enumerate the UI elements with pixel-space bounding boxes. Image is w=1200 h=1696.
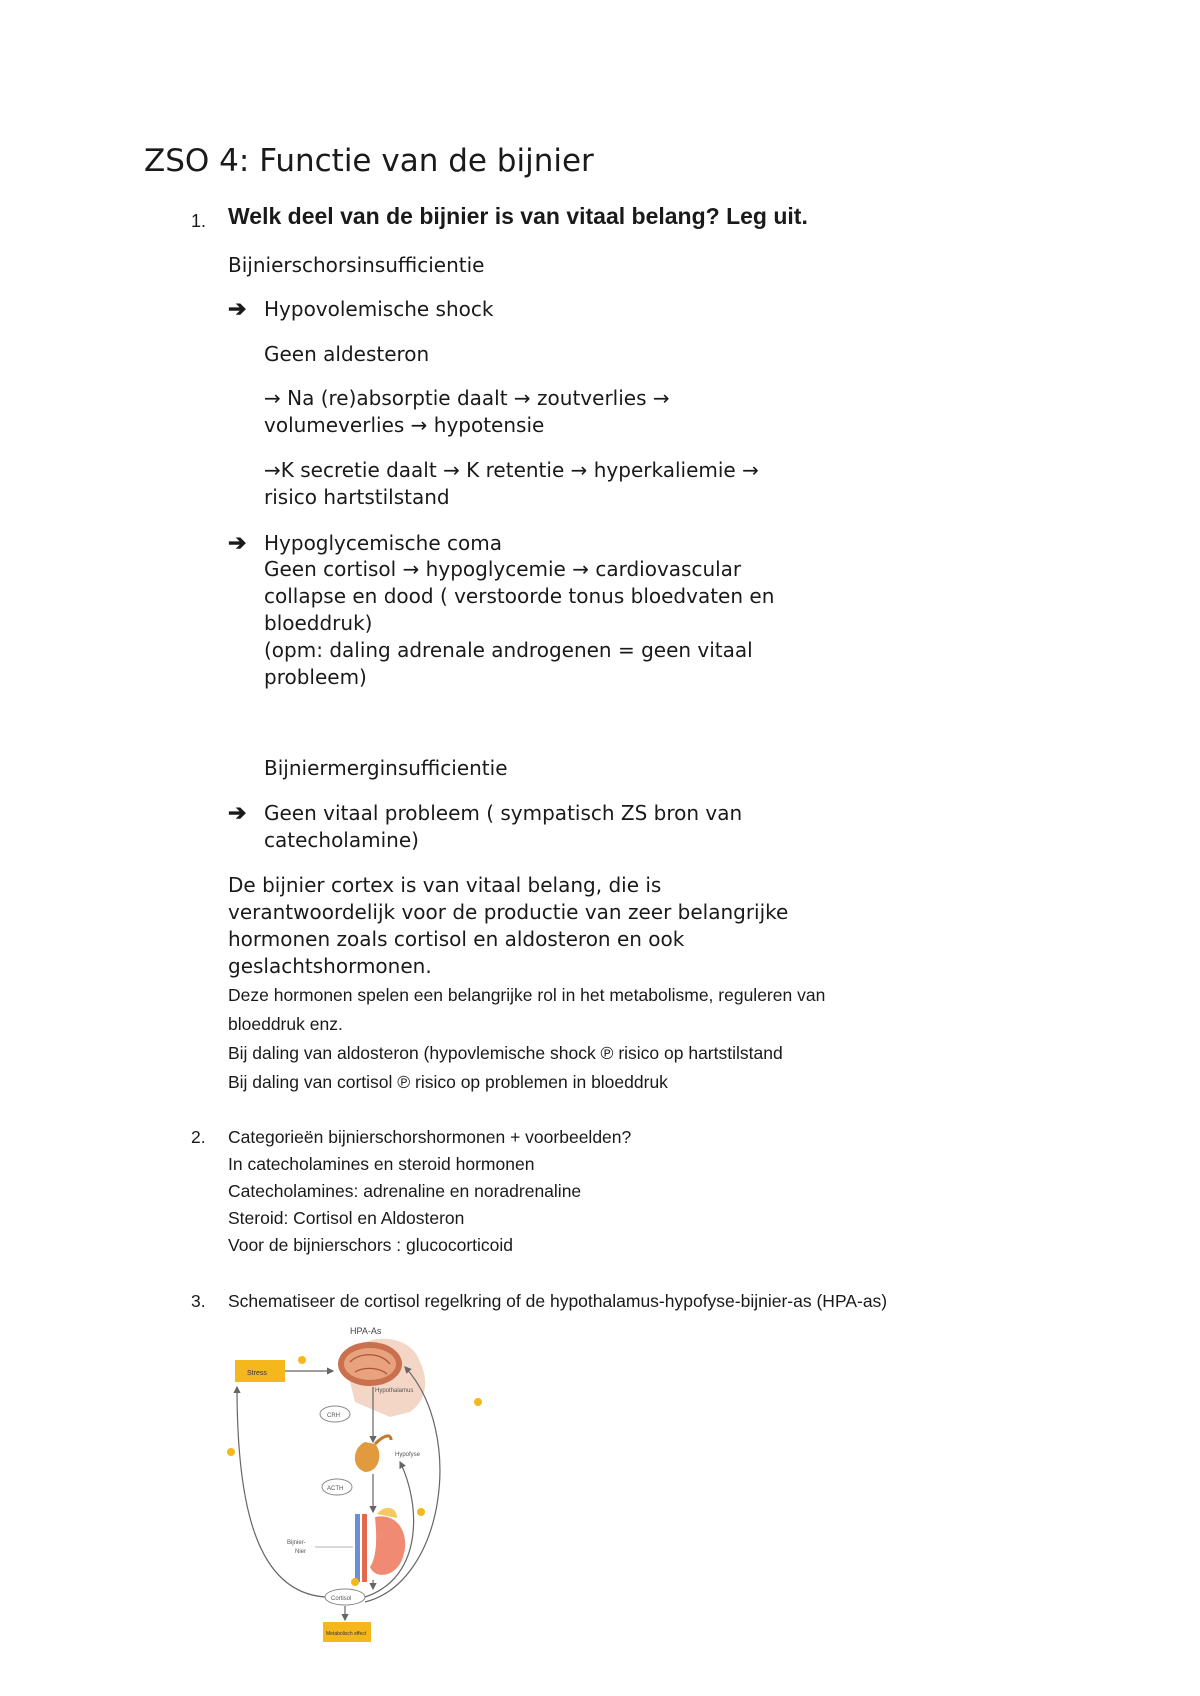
medulla-line-1: Geen vitaal probleem ( sympatisch ZS bron van	[264, 801, 743, 825]
k-line-1: →K secretie daalt → K retentie → hyperkaliemie →	[264, 458, 759, 482]
cortisol-label: Cortisol	[331, 1596, 352, 1602]
kidney-icon	[370, 1516, 405, 1575]
hypothalamus-label: Hypothalamus	[375, 1388, 414, 1394]
no-aldosterone: Geen aldesteron	[264, 342, 430, 366]
medulla-line-2: catecholamine)	[264, 828, 419, 852]
conclusion-line-1: De bijnier cortex is van vitaal belang, die is	[228, 873, 662, 897]
extra-line-4: Bij daling van cortisol ℗ risico op problemen in bloeddruk	[228, 1072, 668, 1092]
hypovolemic-item: Hypovolemische shock	[264, 297, 494, 321]
extra-line-1: Deze hormonen spelen een belangrijke rol in het metabolisme, reguleren van	[228, 985, 826, 1005]
bijnier-label: Bijnier-Nier	[287, 1540, 307, 1555]
hypoglycemic-item: Hypoglycemische coma	[264, 531, 502, 555]
pituitary-icon	[355, 1442, 379, 1472]
effect-label: Metabolisch effect	[326, 1631, 367, 1637]
conclusion-line-2: verantwoordelijk voor de productie van zeer belangrijke	[228, 900, 789, 924]
arrow-icon: ➔	[228, 296, 247, 321]
q1-question: Welk deel van de bijnier is van vitaal belang? Leg uit.	[228, 203, 808, 229]
q3-question: Schematiseer de cortisol regelkring of de hypothalamus-hypofyse-bijnier-as (HPA-as)	[228, 1291, 888, 1311]
arrow-icon: ➔	[228, 800, 247, 825]
cortisol-line-1: Geen cortisol → hypoglycemie → cardiovascular	[264, 557, 742, 581]
q1-number: 1.	[191, 211, 207, 231]
diagram-title: HPA-As	[350, 1326, 382, 1336]
hpa-axis-diagram	[225, 1322, 495, 1642]
arrow-icon: ➔	[228, 530, 247, 555]
q2-number: 2.	[191, 1127, 206, 1147]
q3-number: 3.	[191, 1291, 206, 1311]
cortex-heading: Bijnierschorsinsufficientie	[228, 253, 485, 277]
opm-line-1: (opm: daling adrenale androgenen = geen vitaal	[264, 638, 753, 662]
cortisol-line-2: collapse en dood ( verstoorde tonus bloedvaten en	[264, 584, 775, 608]
conclusion-line-4: geslachtshormonen.	[228, 954, 432, 978]
hypofyse-label: Hypofyse	[395, 1452, 421, 1458]
page-title: ZSO 4: Functie van de bijnier	[144, 143, 594, 179]
crh-label: CRH	[327, 1413, 340, 1419]
extra-line-3: Bij daling van aldosteron (hypovlemische shock ℗ risico op hartstilstand	[228, 1043, 783, 1063]
acth-label: ACTH	[327, 1486, 344, 1492]
cortisol-line-3: bloeddruk)	[264, 611, 373, 635]
conclusion-line-3: hormonen zoals cortisol en aldosteron en ook	[228, 927, 685, 951]
extra-line-2: bloeddruk enz.	[228, 1014, 343, 1034]
k-line-2: risico hartstilstand	[264, 485, 450, 509]
na-line-2: volumeverlies → hypotensie	[264, 413, 545, 437]
na-line-1: → Na (re)absorptie daalt → zoutverlies →	[264, 386, 670, 410]
opm-line-2: probleem)	[264, 665, 367, 689]
q2-line-3: Steroid: Cortisol en Aldosteron	[228, 1208, 465, 1228]
stress-label: Stress	[247, 1370, 267, 1377]
q2-line-2: Catecholamines: adrenaline en noradrenaline	[228, 1181, 582, 1201]
q2-line-1: In catecholamines en steroid hormonen	[228, 1154, 535, 1174]
q2-line-4: Voor de bijnierschors : glucocorticoid	[228, 1235, 514, 1255]
medulla-heading: Bijniermerginsufficientie	[264, 756, 508, 780]
q2-question: Categorieën bijnierschorshormonen + voorbeelden?	[228, 1127, 632, 1147]
